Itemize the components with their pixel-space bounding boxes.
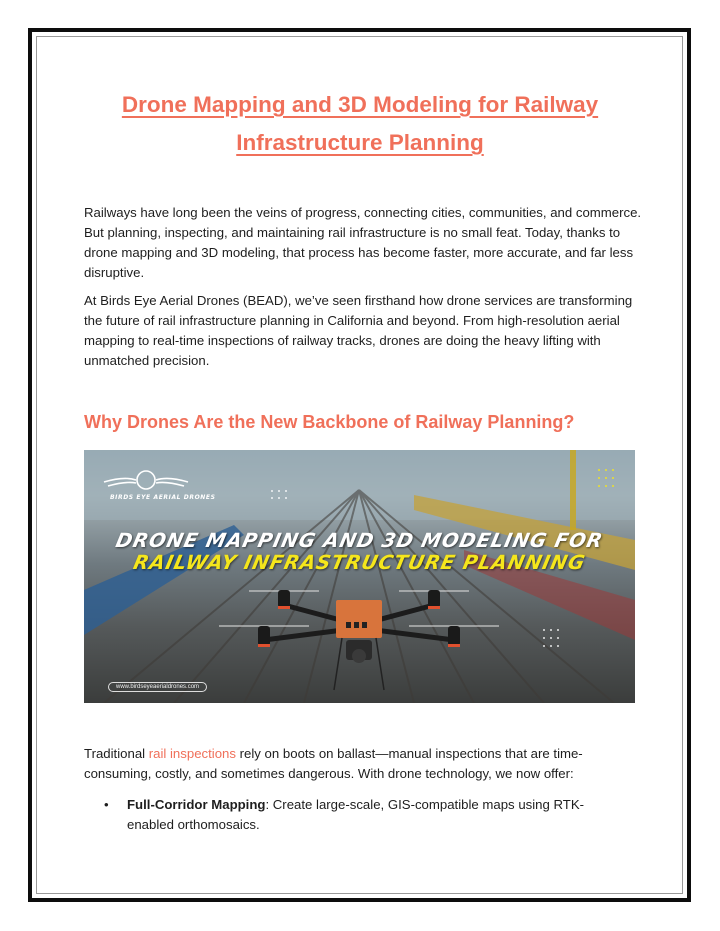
hero-image bbox=[84, 450, 635, 703]
hero-headline-line2: RAILWAY INFRASTRUCTURE PLANNING bbox=[131, 551, 588, 574]
section-heading: Why Drones Are the New Backbone of Railway Planning? bbox=[84, 412, 575, 432]
paragraph-text-after: rely on boots on ballast—manual inspections that are time-consuming, costly, and sometimes dangerous. With drone technology, we now offer: bbox=[84, 746, 583, 781]
drone-icon bbox=[219, 590, 499, 690]
list-item-desc: : Create large-scale, GIS-compatible maps using RTK-enabled orthomosaics. bbox=[127, 797, 585, 832]
paragraph-text-before: Traditional bbox=[84, 746, 149, 761]
logo-text: BIRDS EYE AERIAL DRONES bbox=[110, 494, 216, 501]
hero-headline-line1: DRONE MAPPING AND 3D MODELING FOR bbox=[113, 529, 606, 552]
intro-paragraph: Railways have long been the veins of progress, connecting cities, communities, and commerce. But planning, inspecting, and maintaining rail infrastructure is no small feat. Today, thanks to drone mapping and 3D modeling, that process has become faster, more accurate, and far less disruptive. bbox=[84, 205, 642, 280]
document-title: Drone Mapping and 3D Modeling for Railway Infrastructure Planning bbox=[121, 92, 599, 155]
list-item-bold: Full-Corridor Mapping bbox=[127, 797, 266, 812]
website-url-pill: www.birdseyeaerialdrones.com bbox=[108, 682, 207, 692]
list-item-text bbox=[127, 795, 627, 835]
railway-background bbox=[84, 450, 635, 703]
traditional-paragraph bbox=[84, 744, 644, 784]
bullet-icon: • bbox=[104, 797, 109, 812]
bead-paragraph: At Birds Eye Aerial Drones (BEAD), we’ve seen firsthand how drone services are transforming the future of rail infrastructure planning in California and beyond. From high-resolution aerial mapping to real-time inspections of railway tracks, drones are doing the heavy lifting with unmatched precision. bbox=[84, 293, 633, 368]
rail-inspections-link[interactable]: rail inspections bbox=[148, 746, 236, 761]
